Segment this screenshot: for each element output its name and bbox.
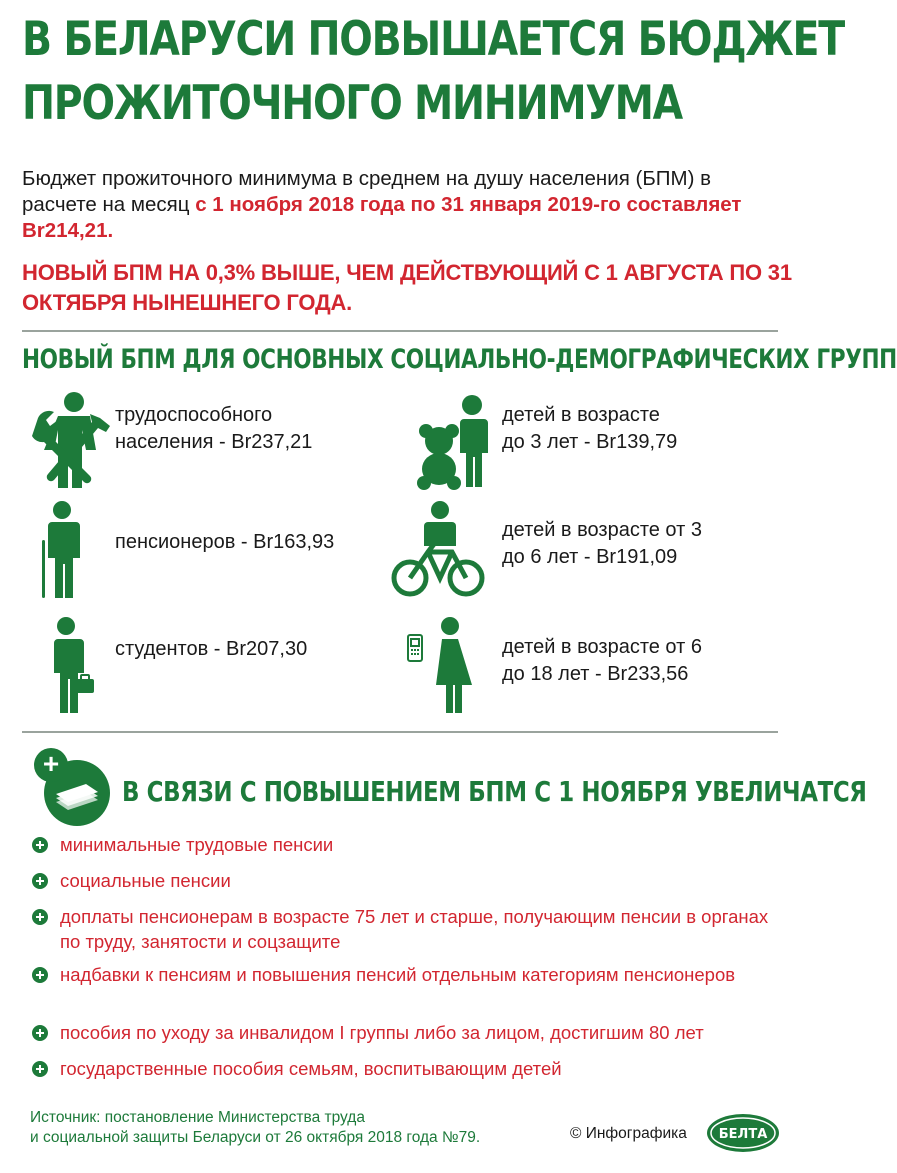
copyright: © Инфографика xyxy=(570,1125,687,1142)
group-children-3-6 xyxy=(502,517,702,571)
divider-middle xyxy=(22,731,778,733)
list-item-text: доплаты пенсионерам в возрасте 75 лет и старше, получающим пенсии в органах по труду, занятости и соцзащите xyxy=(60,906,769,952)
group-children-0-3 xyxy=(502,402,677,456)
group-children-6-18-line2: до 18 лет - Br233,56 xyxy=(502,663,689,685)
group-children-0-3-line2: до 3 лет - Br139,79 xyxy=(502,431,678,453)
student-briefcase-icon xyxy=(34,615,126,715)
list-item-text: минимальные трудовые пенсии xyxy=(60,834,334,855)
belta-logo-text: БЕЛТА xyxy=(718,1127,768,1142)
list-item xyxy=(30,1020,780,1045)
page-title-line2: ПРОЖИТОЧНОГО МИНИМУМА xyxy=(22,76,682,131)
source-line2: и социальной защиты Беларуси от 26 октября 2018 года №79. xyxy=(30,1129,481,1146)
group-workers-line1: трудоспособного xyxy=(115,404,273,426)
group-workers-line2: населения - Br237,21 xyxy=(115,431,313,453)
groups-title: НОВЫЙ БПМ ДЛЯ ОСНОВНЫХ СОЦИАЛЬНО-ДЕМОГРАФИЧЕСКИХ ГРУПП xyxy=(22,344,897,375)
group-pensioners xyxy=(115,529,334,556)
list-item-text: социальные пенсии xyxy=(60,870,231,891)
group-children-6-18 xyxy=(502,634,702,688)
child-bicycle-icon xyxy=(390,500,486,600)
child-teddy-bear-icon xyxy=(412,393,504,493)
group-children-3-6-line1: детей в возрасте от 3 xyxy=(502,519,702,541)
plus-bullet-icon xyxy=(32,967,48,983)
page-title-line1: В БЕЛАРУСИ ПОВЫШАЕТСЯ БЮДЖЕТ xyxy=(22,12,844,67)
group-children-6-18-line1: детей в возрасте от 6 xyxy=(502,636,702,658)
belta-logo xyxy=(706,1113,780,1153)
intro-text: Бюджет прожиточного минимума в среднем на душу населения (БПМ) в расчете на месяц xyxy=(22,167,711,216)
plus-bullet-icon xyxy=(32,873,48,889)
plus-bullet-icon xyxy=(32,909,48,925)
intro-highlight: с 1 ноября 2018 года по 31 января 2019-го составляет Br214,21. xyxy=(22,193,742,242)
divider-top xyxy=(22,330,778,332)
list-item xyxy=(30,904,780,954)
group-children-0-3-line1: детей в возрасте xyxy=(502,404,660,426)
group-workers xyxy=(115,402,312,456)
group-children-3-6-line2: до 6 лет - Br191,09 xyxy=(502,546,678,568)
plus-icon: + xyxy=(34,748,68,782)
increase-highlight: НОВЫЙ БПМ НА 0,3% ВЫШЕ, ЧЕМ ДЕЙСТВУЮЩИЙ С 1 АВГУСТА ПО 31 ОКТЯБРЯ НЫНЕШНЕГО ГОДА. xyxy=(22,260,792,315)
pensioner-icon xyxy=(30,500,122,600)
list-item-text: надбавки к пенсиям и повышения пенсий отдельным категориям пенсионеров xyxy=(60,964,736,985)
plus-bullet-icon xyxy=(32,837,48,853)
list-item xyxy=(30,832,780,857)
list-item xyxy=(30,962,780,987)
teen-phone-icon xyxy=(404,615,496,715)
intro-paragraph xyxy=(22,166,782,244)
list-item xyxy=(30,868,780,893)
source-line1: Источник: постановление Министерства труда xyxy=(30,1109,365,1126)
group-pensioners-line1: пенсионеров - Br163,93 xyxy=(115,531,335,553)
list-item-text: пособия по уходу за инвалидом I группы либо за лицом, достигшим 80 лет xyxy=(60,1022,704,1043)
increase-title: В СВЯЗИ С ПОВЫШЕНИЕМ БПМ С 1 НОЯБРЯ УВЕЛИЧАТСЯ xyxy=(122,775,867,808)
group-students xyxy=(115,636,307,663)
list-item-text: государственные пособия семьям, воспитывающим детей xyxy=(60,1058,562,1079)
worker-tools-icon xyxy=(24,390,116,490)
source-note xyxy=(30,1108,590,1148)
page-title xyxy=(22,8,844,136)
group-students-line1: студентов - Br207,30 xyxy=(115,638,308,660)
plus-bullet-icon xyxy=(32,1025,48,1041)
plus-bullet-icon xyxy=(32,1061,48,1077)
list-item xyxy=(30,1056,780,1081)
